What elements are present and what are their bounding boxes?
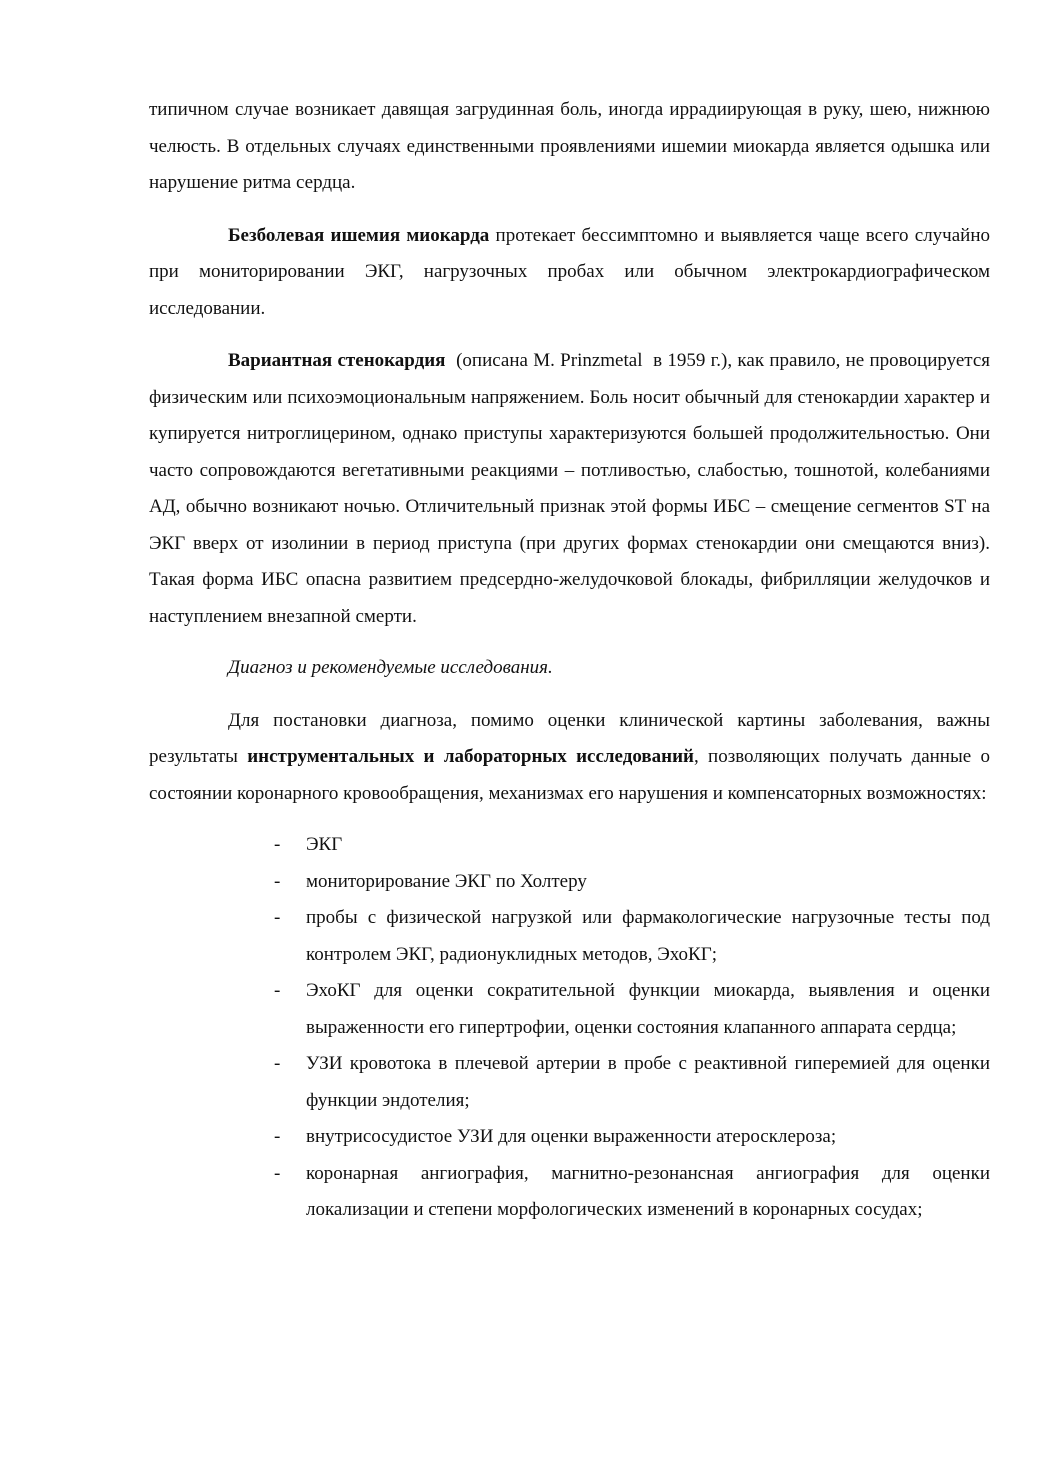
list-dash: - (274, 980, 281, 1001)
list-item-text: ЭхоКГ для оценки сократительной функции миокарда, выявления и оценки выраженности его гипертрофии, оценки состояния клапанного аппарата сердца; (306, 980, 990, 1038)
list-dash: - (274, 1162, 281, 1184)
studies-list (149, 827, 990, 1229)
list-item-text: мониторирование ЭКГ по Холтеру (306, 870, 587, 892)
list-item-text: коронарная ангиография, магнитно-резонансная ангиография для оценки локализации и степени морфологических изменений в коронарных сосудах; (306, 1162, 990, 1220)
paragraph-variant-angina (149, 343, 995, 635)
silent-ischemia-text: протекает бессимптомно и выявляется чаще всего случайно при мониторировании ЭКГ, нагрузочных пробах или обычном электрокардиографическом исследовании. (149, 224, 990, 319)
paragraph-diagnosis (149, 703, 990, 813)
term-variant-angina: Вариантная стенокардия (228, 350, 446, 371)
variant-angina-text: (описана M. Prinzmetal в 1959 г.), как правило, не провоцируется физическим или психоэмоциональным напряжением. Боль носит обычный для стенокардии характер и купируется нитроглицерином, однако приступы характеризуются большей продолжительностью. Они часто сопровождаются вегетативными реакциями – потливостью, слабостью, тошнотой, колебаниями АД, обычно возникают ночью. Отличительный признак этой формы ИБС – смещение сегментов ST на ЭКГ вверх от изолинии в период приступа (при других формах стенокардии они смещаются вниз). Такая форма ИБС опасна развитием предсердно-желудочковой блокады, фибрилляции желудочков и наступлением внезапной смерти. (149, 350, 995, 627)
paragraph-pain-description: типичном случае возникает давящая загрудинная боль, иногда иррадиирующая в руку, шею, нижнюю челюсть. В отдельных случаях единственными проявлениями ишемии миокарда является одышка или нарушение ритма сердца. (149, 99, 990, 193)
list-item (274, 1119, 990, 1156)
document-page (149, 92, 995, 1229)
list-dash: - (274, 907, 281, 928)
paragraph-silent-ischemia (149, 218, 990, 328)
diagnosis-text: , позволяющих получать данные о состоянии коронарного кровообращения, механизмах его нарушения и компенсаторных возможностях: (149, 746, 990, 804)
list-dash: - (274, 1053, 281, 1074)
list-item (274, 900, 990, 973)
list-item-text: пробы с физической нагрузкой или фармакологические нагрузочные тесты под контролем ЭКГ, радионуклидных методов, ЭхоКГ; (306, 907, 990, 965)
list-item-text: ЭКГ (306, 834, 343, 855)
list-item (274, 973, 990, 1046)
list-dash: - (274, 834, 281, 855)
list-item (274, 827, 990, 864)
list-item (274, 864, 990, 901)
diagnosis-intro: Для постановки диагноза, помимо оценки клинической картины заболевания, важны результаты (149, 709, 990, 767)
list-item (274, 1156, 990, 1229)
list-item (274, 1046, 990, 1119)
list-dash: - (274, 870, 281, 892)
term-instrumental-studies: инструментальных и лабораторных исследований (247, 746, 694, 767)
term-silent-ischemia: Безболевая ишемия миокарда (228, 224, 490, 246)
section-subheading: Диагноз и рекомендуемые исследования. (228, 657, 553, 678)
list-item-text: внутрисосудистое УЗИ для оценки выраженности атеросклероза; (306, 1126, 837, 1147)
list-item-text: УЗИ кровотока в плечевой артерии в пробе с реактивной гиперемией для оценки функции эндотелия; (306, 1053, 990, 1111)
list-dash: - (274, 1126, 281, 1147)
